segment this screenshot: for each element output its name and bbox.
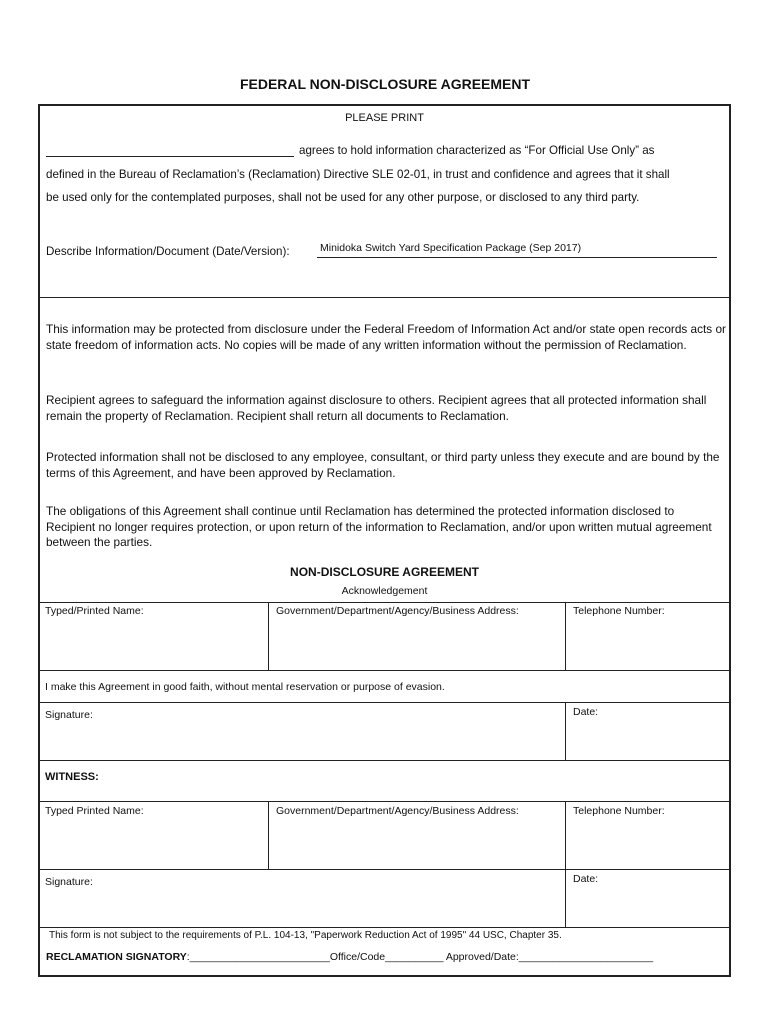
date-field[interactable] (568, 720, 728, 758)
table-line (38, 760, 731, 761)
acknowledgement-label: Acknowledgement (341, 585, 428, 597)
table-line (565, 702, 566, 760)
witness-signature-field[interactable] (100, 871, 562, 925)
table-line (268, 602, 269, 670)
please-print-label: PLEASE PRINT (345, 112, 424, 124)
table-line (38, 670, 731, 671)
typed-name-label: Typed/Printed Name: (45, 605, 144, 617)
table-line (38, 702, 731, 703)
form-title: FEDERAL NON-DISCLOSURE AGREEMENT (239, 76, 531, 92)
table-line (565, 602, 566, 670)
witness-telephone-label: Telephone Number: (573, 805, 665, 817)
witness-date-field[interactable] (568, 888, 728, 925)
date-label: Date: (573, 706, 599, 718)
witness-date-label: Date: (573, 873, 599, 885)
agree-line-2: defined in the Bureau of Reclamation’s (Reclamation) Directive SLE 02-01, in trust and confidence and agrees that it shall (46, 168, 670, 181)
good-faith-statement: I make this Agreement in good faith, without mental reservation or purpose of evasion. (45, 681, 445, 693)
agree-line-1: agrees to hold information characterized as “For Official Use Only” as (299, 144, 655, 157)
recipient-name-input[interactable] (46, 143, 294, 157)
paperwork-notice: This form is not subject to the requirements of P.L. 104-13, "Paperwork Reduction Act of 1995" 44 USC, Chapter 35. (49, 930, 562, 941)
paragraph-safeguard: Recipient agrees to safeguard the information against disclosure to others. Recipient agrees that all protected information shall remain the property of Reclamation. Recipient shall return all documents to Reclamation. (46, 393, 707, 423)
table-line (565, 801, 566, 869)
section-divider (38, 297, 731, 298)
address-field[interactable] (271, 620, 563, 668)
agree-line-3: be used only for the contemplated purposes, shall not be used for any other purpose, or disclosed to any third party. (46, 191, 640, 204)
table-line (38, 927, 731, 928)
witness-name-label: Typed Printed Name: (45, 805, 144, 817)
witness-name-field[interactable] (40, 820, 266, 868)
signature-label: Signature: (45, 709, 93, 721)
paragraph-obligations: The obligations of this Agreement shall continue until Reclamation has determined the protected information disclosed to Recipient no longer requires protection, or upon return of the information to Reclamation, and/or upon written mutual agreement between the parties. (46, 504, 712, 549)
reclamation-signatory-line (46, 951, 653, 963)
witness-heading: WITNESS: (45, 771, 99, 783)
address-label: Government/Department/Agency/Business Address: (276, 605, 519, 617)
witness-address-field[interactable] (271, 820, 563, 868)
signatory-fields[interactable]: :________________________Office/Code__________ Approved/Date:_______________________ (186, 951, 654, 963)
witness-signature-label: Signature: (45, 876, 93, 888)
typed-name-field[interactable] (40, 620, 266, 668)
signatory-label: RECLAMATION SIGNATORY (46, 951, 187, 963)
paragraph-disclosure: Protected information shall not be disclosed to any employee, consultant, or third party unless they execute and are bound by the terms of this Agreement, and have been approved by Reclamation. (46, 450, 720, 480)
witness-telephone-field[interactable] (568, 820, 728, 868)
describe-value: Minidoka Switch Yard Specification Package (Sep 2017) (320, 242, 582, 254)
paragraph-foia: This information may be protected from disclosure under the Federal Freedom of Information Act and/or state open records acts or state freedom of information acts. No copies will be made of any written information without the permission of Reclamation. (46, 322, 726, 352)
describe-input[interactable] (317, 242, 717, 258)
table-line (38, 869, 731, 870)
table-line (38, 801, 731, 802)
witness-address-label: Government/Department/Agency/Business Address: (276, 805, 519, 817)
signature-field[interactable] (100, 704, 562, 758)
table-line (565, 869, 566, 927)
table-line (38, 602, 731, 603)
telephone-field[interactable] (568, 620, 728, 668)
nda-heading: NON-DISCLOSURE AGREEMENT (290, 565, 479, 579)
describe-label: Describe Information/Document (Date/Version): (46, 245, 290, 258)
telephone-label: Telephone Number: (573, 605, 665, 617)
table-line (268, 801, 269, 869)
